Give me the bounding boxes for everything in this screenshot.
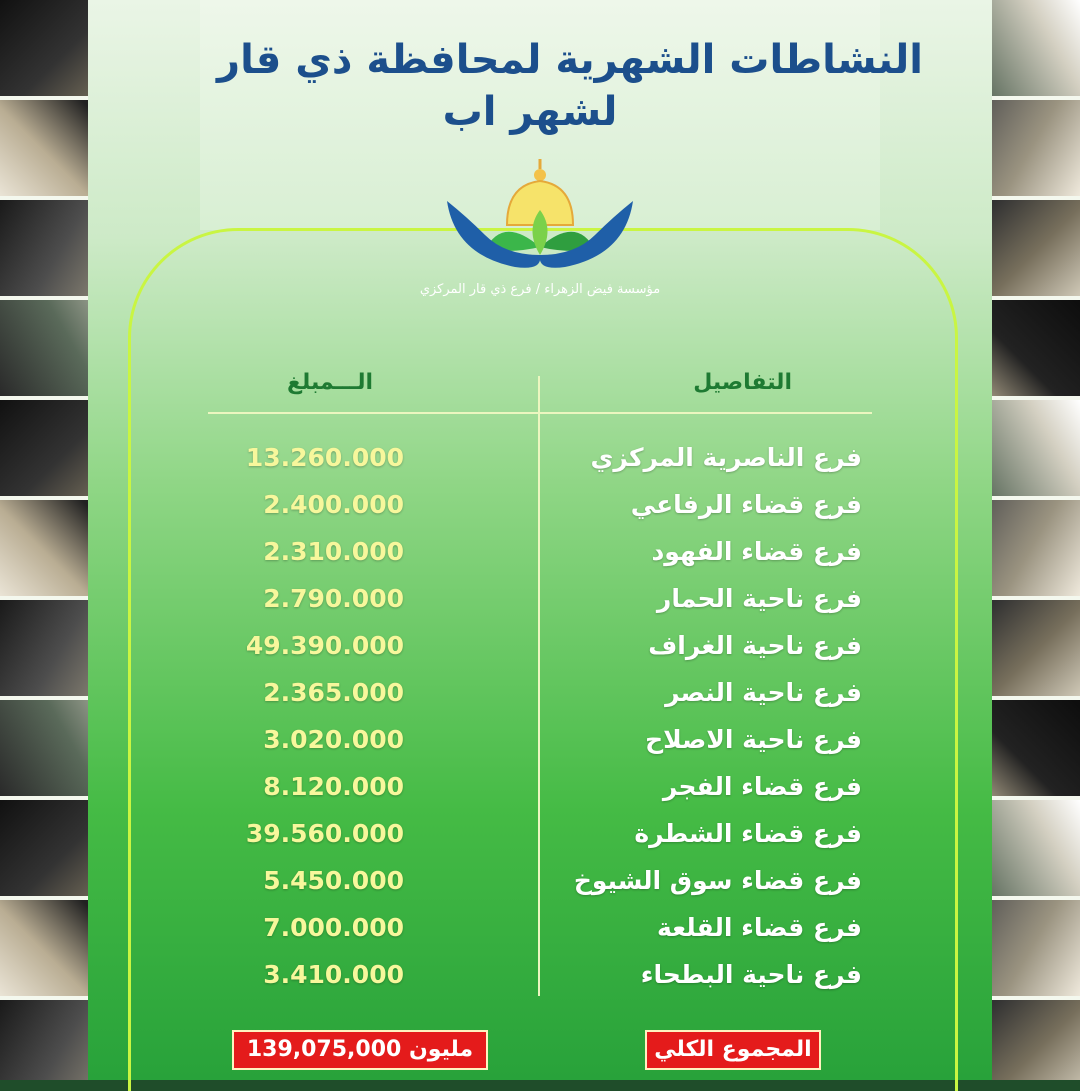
branch-amount: 3.020.000 bbox=[263, 725, 404, 754]
branch-amount: 8.120.000 bbox=[263, 772, 404, 801]
branch-amount: 2.365.000 bbox=[263, 678, 404, 707]
branch-amount: 2.310.000 bbox=[263, 537, 404, 566]
page-subtitle: لشهر اب bbox=[442, 89, 618, 135]
total-label-badge: المجموع الكلي bbox=[645, 1030, 821, 1070]
branch-amount: 2.790.000 bbox=[263, 584, 404, 613]
branch-amount: 5.450.000 bbox=[263, 866, 404, 895]
branch-name: فرع قضاء سوق الشيوخ bbox=[573, 866, 862, 895]
branch-amount: 7.000.000 bbox=[263, 913, 404, 942]
branch-amount: 2.400.000 bbox=[263, 490, 404, 519]
branch-amount: 39.560.000 bbox=[245, 819, 404, 848]
page-title: النشاطات الشهرية لمحافظة ذي قار bbox=[217, 37, 923, 83]
branch-amount: 3.410.000 bbox=[263, 960, 404, 989]
organization-logo-icon bbox=[445, 155, 635, 275]
branch-name: فرع ناحية الاصلاح bbox=[645, 725, 862, 754]
branch-name: فرع ناحية الغراف bbox=[648, 631, 862, 660]
branch-name: فرع قضاء الفهود bbox=[651, 537, 862, 566]
branch-name: فرع الناصرية المركزي bbox=[590, 443, 862, 472]
branch-name: فرع ناحية النصر bbox=[665, 678, 862, 707]
branch-name: فرع ناحية الحمار bbox=[656, 584, 862, 613]
total-value-badge: 139,075,000 مليون bbox=[232, 1030, 488, 1070]
header-divider bbox=[208, 412, 872, 414]
branch-name: فرع قضاء الرفاعي bbox=[630, 490, 862, 519]
branch-amount: 49.390.000 bbox=[245, 631, 404, 660]
branch-name: فرع قضاء الشطرة bbox=[634, 819, 862, 848]
amount-column-header: الـــمبلغ bbox=[286, 370, 374, 395]
branch-amount: 13.260.000 bbox=[245, 443, 404, 472]
details-column-header: التفاصيل bbox=[693, 370, 792, 395]
branch-name: فرع قضاء القلعة bbox=[656, 913, 862, 942]
branch-name: فرع ناحية البطحاء bbox=[640, 960, 862, 989]
branch-name: فرع قضاء الفجر bbox=[662, 772, 862, 801]
column-divider bbox=[538, 376, 540, 996]
organization-name: مؤسسة فيض الزهراء / فرع ذي قار المركزي bbox=[419, 282, 661, 297]
